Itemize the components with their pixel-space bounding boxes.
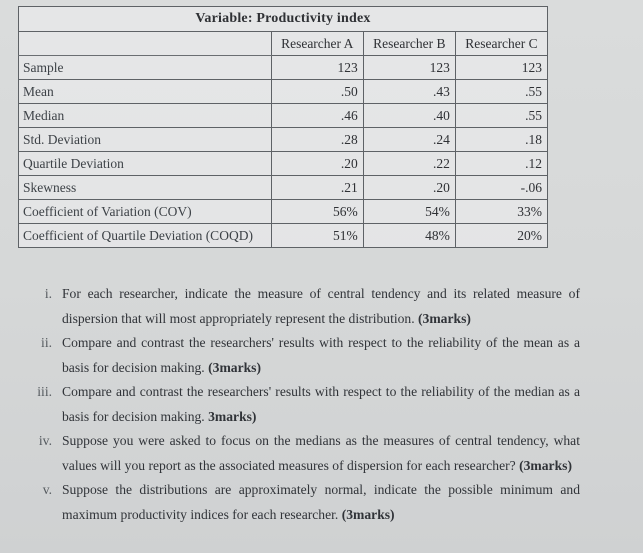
value-cell: .55 — [455, 104, 547, 128]
value-cell: .22 — [363, 152, 455, 176]
table-row — [19, 104, 548, 128]
question-text-block — [62, 478, 580, 527]
table-title: Variable: Productivity index — [19, 7, 548, 32]
question-number: ii. — [41, 335, 52, 350]
table-row — [19, 200, 548, 224]
question-text-block — [62, 331, 580, 380]
value-cell: .24 — [363, 128, 455, 152]
table-row — [19, 56, 548, 80]
value-cell: 54% — [363, 200, 455, 224]
value-cell: .40 — [363, 104, 455, 128]
question-number: i. — [44, 286, 52, 301]
table-row — [19, 152, 548, 176]
row-label: Sample — [19, 56, 272, 80]
row-label: Mean — [19, 80, 272, 104]
value-cell: 51% — [271, 224, 363, 248]
value-cell: 123 — [455, 56, 547, 80]
value-cell: .28 — [271, 128, 363, 152]
productivity-table — [18, 6, 548, 248]
question-list — [20, 282, 580, 527]
value-cell: .43 — [363, 80, 455, 104]
question-text-block — [62, 380, 580, 429]
question-marks: (3marks) — [341, 506, 395, 522]
table-row — [19, 80, 548, 104]
value-cell: .55 — [455, 80, 547, 104]
table-title-row — [19, 7, 548, 32]
column-header-researcher-b: Researcher B — [363, 32, 455, 56]
value-cell: .12 — [455, 152, 547, 176]
value-cell: .21 — [271, 176, 363, 200]
question-number: v. — [42, 482, 52, 497]
question-item — [20, 380, 580, 429]
value-cell: 33% — [455, 200, 547, 224]
question-number: iii. — [37, 384, 52, 399]
value-cell: 123 — [271, 56, 363, 80]
question-item — [20, 282, 580, 331]
question-text: Suppose you were asked to focus on the medians as the measures of central tendency, what values will you report as the associated measures of dispersion for each researcher? — [62, 433, 580, 473]
table-row — [19, 128, 548, 152]
value-cell: 123 — [363, 56, 455, 80]
table-body — [19, 56, 548, 248]
column-header-researcher-a: Researcher A — [271, 32, 363, 56]
row-label: Median — [19, 104, 272, 128]
row-label: Coefficient of Variation (COV) — [19, 200, 272, 224]
row-label: Coefficient of Quartile Deviation (COQD) — [19, 224, 272, 248]
question-item — [20, 478, 580, 527]
table-row — [19, 176, 548, 200]
header-blank-cell — [19, 32, 272, 56]
value-cell: .46 — [271, 104, 363, 128]
question-text: Compare and contrast the researchers' results with respect to the reliability of the median as a basis for decision making. — [62, 384, 580, 424]
value-cell: .20 — [271, 152, 363, 176]
question-marks: 3marks) — [208, 408, 257, 424]
table-header-row — [19, 32, 548, 56]
question-text-block — [62, 429, 580, 478]
row-label: Skewness — [19, 176, 272, 200]
question-marks: (3marks) — [208, 359, 261, 375]
value-cell: 48% — [363, 224, 455, 248]
row-label: Quartile Deviation — [19, 152, 272, 176]
row-label: Std. Deviation — [19, 128, 272, 152]
question-marks: (3marks) — [519, 457, 572, 473]
question-text: Compare and contrast the researchers' results with respect to the reliability of the mean as a basis for decision making. — [62, 335, 580, 375]
question-marks: (3marks) — [418, 310, 471, 326]
question-text-block — [62, 282, 580, 331]
question-text: For each researcher, indicate the measure of central tendency and its related measure of dispersion that will most appropriately represent the distribution. — [62, 286, 580, 326]
question-item — [20, 331, 580, 380]
value-cell: .20 — [363, 176, 455, 200]
question-text: Suppose the distributions are approximately normal, indicate the possible minimum and maximum productivity indices for each researcher. — [62, 482, 580, 522]
value-cell: -.06 — [455, 176, 547, 200]
value-cell: .50 — [271, 80, 363, 104]
value-cell: 56% — [271, 200, 363, 224]
column-header-researcher-c: Researcher C — [455, 32, 547, 56]
question-item — [20, 429, 580, 478]
question-number: iv. — [38, 433, 52, 448]
value-cell: 20% — [455, 224, 547, 248]
table-row — [19, 224, 548, 248]
value-cell: .18 — [455, 128, 547, 152]
